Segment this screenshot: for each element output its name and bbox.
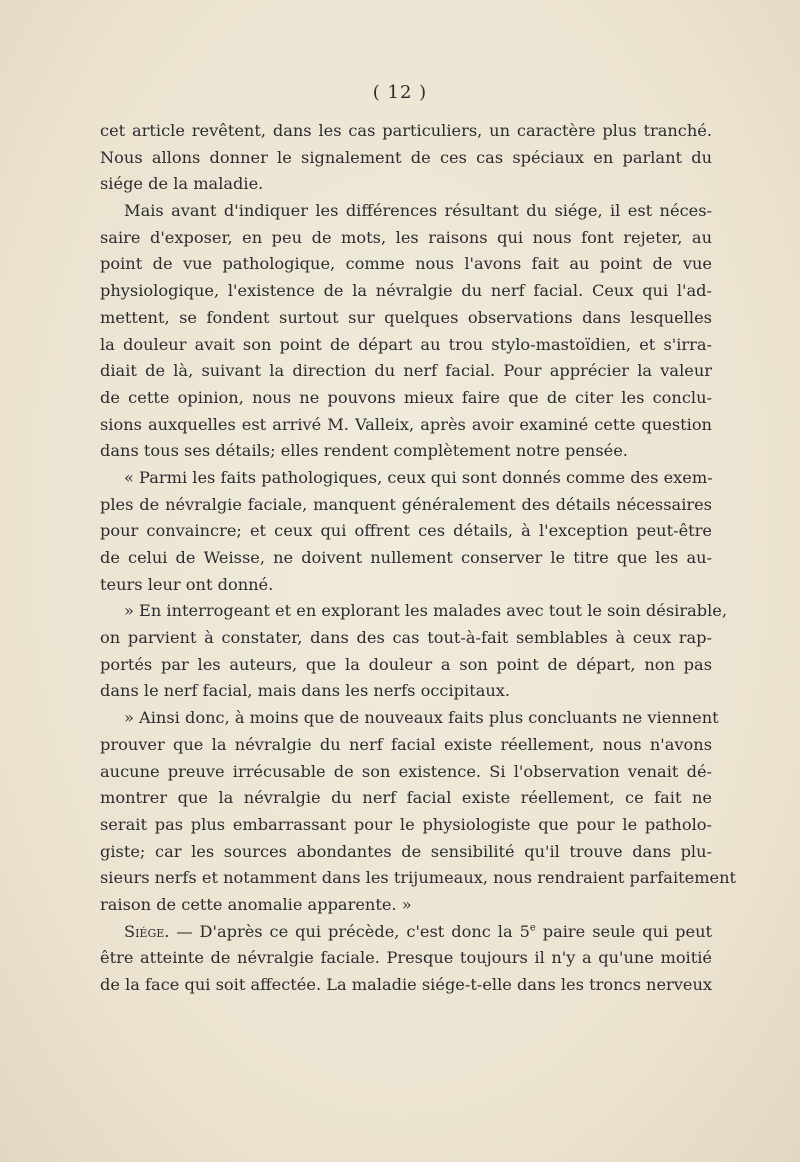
text-line — [100, 225, 712, 252]
text-line — [100, 492, 712, 519]
text-line — [100, 945, 712, 972]
line-text: siége de la maladie. — [100, 174, 264, 194]
text-line — [100, 332, 712, 359]
text-line — [100, 598, 727, 625]
line-text: « Parmi les faits pathologiques, ceux qui sont donnés comme des exem- — [124, 467, 713, 487]
line-text: mettent, se fondent surtout sur quelques observations dans lesquelles — [100, 307, 712, 327]
text-line — [100, 465, 712, 492]
line-text: sieurs nerfs et notamment dans les trijumeaux, nous rendraient parfaitement — [100, 868, 737, 888]
line-text: portés par les auteurs, que la douleur a son point de départ, non pas — [100, 654, 712, 674]
line-text: » En interrogeant et en explorant les malades avec tout le soin désirable, — [124, 601, 727, 621]
line-text: giste; car les sources abondantes de sensibilité qu'il trouve dans plu- — [100, 841, 712, 861]
line-text: dans tous ses détails; elles rendent complètement notre pensée. — [100, 441, 628, 461]
line-text: dans le nerf facial, mais dans les nerfs occipitaux. — [100, 681, 511, 701]
line-text: — D'après ce qui précède, c'est donc la 5 — [169, 921, 530, 941]
line-text: teurs leur ont donné. — [100, 574, 274, 594]
superscript: e — [529, 922, 536, 934]
text-line — [100, 625, 712, 652]
text-line — [100, 171, 712, 198]
line-text: cet article revêtent, dans les cas particuliers, un caractère plus tranché. — [100, 121, 712, 140]
line-text-tail: paire seule qui peut — [535, 921, 712, 941]
text-line — [100, 145, 712, 172]
line-text: physiologique, l'existence de la névralgie du nerf facial. Ceux qui l'ad- — [100, 281, 712, 301]
line-text: de cette opinion, nous ne pouvons mieux faire que de citer les conclu- — [100, 387, 712, 407]
text-line — [100, 278, 712, 305]
text-line — [100, 305, 712, 332]
body-text — [100, 118, 737, 999]
text-line — [100, 812, 712, 839]
text-line — [100, 759, 712, 786]
line-text: montrer que la névralgie du nerf facial existe réellement, ce fait ne — [100, 788, 712, 808]
line-text: ples de névralgie faciale, manquent généralement des détails nécessaires — [100, 494, 712, 514]
text-line — [100, 732, 712, 759]
line-text: on parvient à constater, dans des cas tout-à-fait semblables à ceux rap- — [100, 628, 712, 648]
line-text: être atteinte de névralgie faciale. Presque toujours il n'y a qu'une moitié — [100, 948, 712, 968]
text-line — [100, 972, 712, 999]
page-number: ( 12 ) — [372, 82, 428, 103]
line-text: diait de là, suivant la direction du nerf facial. Pour apprécier la valeur — [100, 361, 712, 381]
line-text: Nous allons donner le signalement de ces cas spéciaux en parlant du — [100, 147, 712, 167]
line-text: aucune preuve irrécusable de son existence. Si l'observation venait dé- — [100, 761, 712, 781]
text-line — [100, 919, 712, 946]
line-text: saire d'exposer, en peu de mots, les raisons qui nous font rejeter, au — [100, 227, 712, 247]
text-line — [100, 198, 712, 225]
text-line — [100, 652, 712, 679]
line-text: pour convaincre; et ceux qui offrent ces détails, à l'exception peut-être — [100, 521, 712, 541]
text-line — [100, 385, 712, 412]
text-line — [100, 572, 712, 599]
text-line — [100, 118, 712, 145]
line-text: serait pas plus embarrassant pour le physiologiste que pour le patholo- — [100, 814, 712, 834]
text-line — [100, 705, 719, 732]
line-text: sions auxquelles est arrivé M. Valleix, après avoir examiné cette question — [100, 414, 712, 434]
text-line — [100, 865, 737, 892]
text-line — [100, 518, 712, 545]
line-text: prouver que la névralgie du nerf facial existe réellement, nous n'avons — [100, 734, 712, 754]
text-line — [100, 545, 712, 572]
text-line — [100, 839, 712, 866]
text-line — [100, 412, 712, 439]
text-line — [100, 438, 712, 465]
text-line — [100, 892, 712, 919]
line-text: la douleur avait son point de départ au trou stylo-mastoïdien, et s'irra- — [100, 334, 712, 354]
section-heading: Siége. — [124, 921, 170, 941]
line-text: point de vue pathologique, comme nous l'avons fait au point de vue — [100, 254, 712, 274]
line-text: Mais avant d'indiquer les différences résultant du siége, il est néces- — [124, 201, 712, 221]
line-text: de la face qui soit affectée. La maladie siége-t-elle dans les troncs nerveux — [100, 975, 713, 994]
line-text: » Ainsi donc, à moins que de nouveaux faits plus concluants ne viennent — [124, 708, 719, 728]
text-line — [100, 785, 712, 812]
line-text: raison de cette anomalie apparente. » — [100, 894, 412, 914]
text-line — [100, 251, 712, 278]
text-line — [100, 678, 712, 705]
text-line — [100, 358, 712, 385]
line-text: de celui de Weisse, ne doivent nullement conserver le titre que les au- — [100, 548, 712, 567]
